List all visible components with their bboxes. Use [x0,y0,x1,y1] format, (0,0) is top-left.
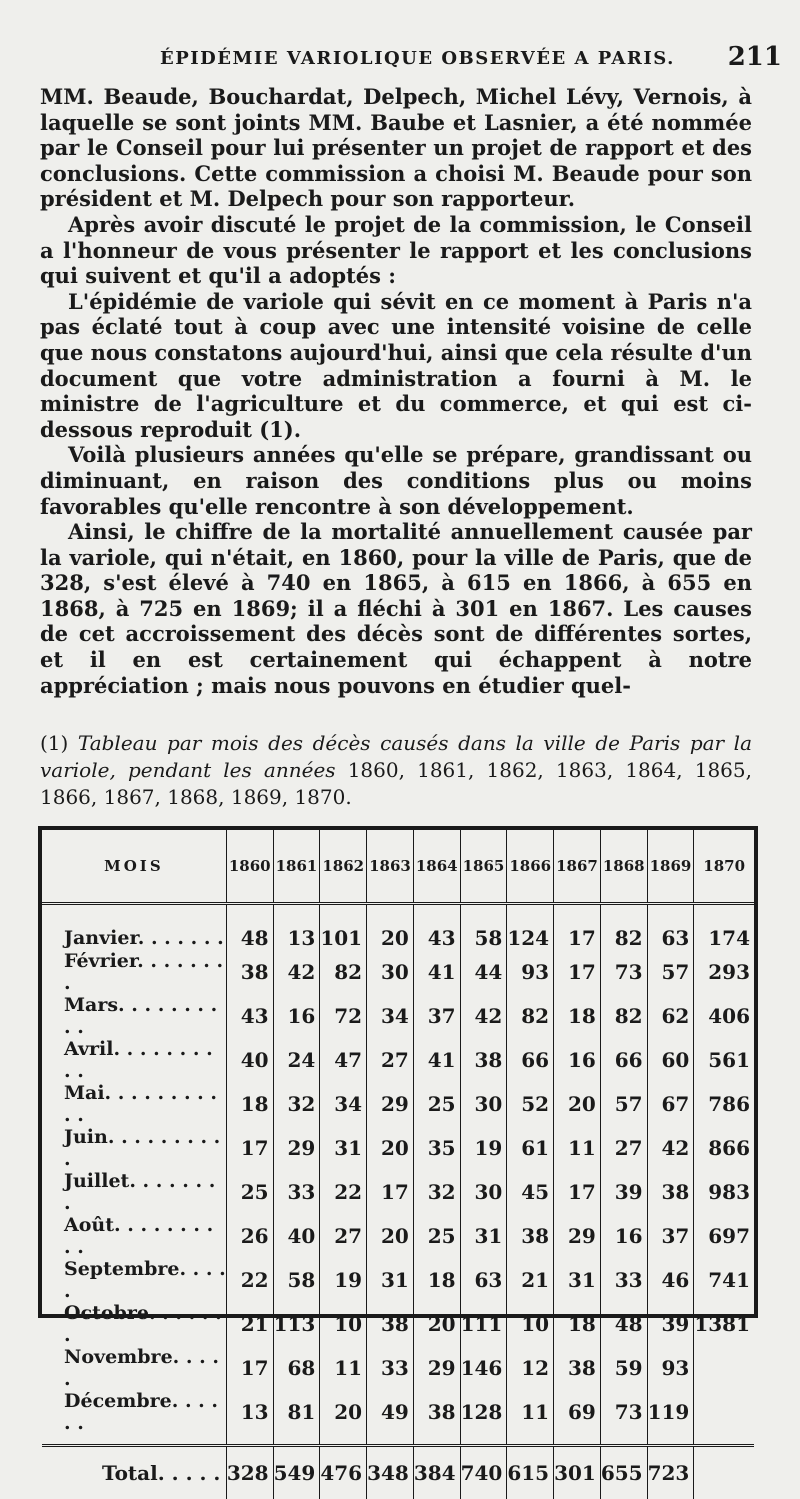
table-cell: 72 [320,994,367,1038]
paragraph-5: Ainsi, le chiffre de la mortalité annuellement causée par la variole, qui n'était, en 1860, pour la ville de Paris, que de 328, s'est élevé à 740 en 1865, à 615 en 1866, à 655 en 1868, à 725 en 1869; il a fléchi à 301 en 1867. Les causes de cet accroissement des décès sont de différentes sortes, et il en est certainement qui échappent à notre appréciation ; mais nous pouvons en étudier quel- [40,519,752,698]
table-cell: 406 [694,994,754,1038]
table-cell: 22 [226,1258,273,1302]
table-cell: 57 [647,950,694,994]
table-cell: 20 [554,1082,601,1126]
table-cell: 16 [273,994,320,1038]
table-cell: 22 [320,1170,367,1214]
header-year: 1868 [600,830,647,904]
table-cell: 13 [226,1390,273,1446]
table-cell: 33 [273,1170,320,1214]
table-cell: 52 [507,1082,554,1126]
table-cell: 93 [507,950,554,994]
total-cell: 723 [647,1446,694,1499]
total-cell: 476 [320,1446,367,1499]
total-cell: 615 [507,1446,554,1499]
table-cell: 27 [600,1126,647,1170]
table-row [42,1170,754,1214]
table-cell: 29 [273,1126,320,1170]
table-cell: 983 [694,1170,754,1214]
table-cell: 46 [647,1258,694,1302]
table-cell [694,1390,754,1446]
table-cell: 113 [273,1302,320,1346]
table-cell: 17 [226,1126,273,1170]
footnote-marker: (1) [40,731,68,755]
table-cell: 81 [273,1390,320,1446]
total-cell: 328 [226,1446,273,1499]
table-row [42,1346,754,1390]
table-cell: 17 [554,950,601,994]
month-label: Mai. . . . . . . . . . . [42,1082,226,1126]
table-cell: 39 [647,1302,694,1346]
table-cell: 30 [460,1170,507,1214]
table-cell: 10 [507,1302,554,1346]
table-row [42,1082,754,1126]
table-cell: 119 [647,1390,694,1446]
paragraph-3: L'épidémie de variole qui sévit en ce moment à Paris n'a pas éclaté tout à coup avec une intensité voisine de celle que nous constatons aujourd'hui, ainsi que cela résulte d'un document que votre administration a fourni à M. le ministre de l'agriculture et du commerce, et qui est ci-dessous reproduit (1). [40,289,752,443]
table-cell: 786 [694,1082,754,1126]
table-cell: 59 [600,1346,647,1390]
table-cell: 30 [367,950,414,994]
table-cell: 82 [600,904,647,951]
table-cell: 12 [507,1346,554,1390]
smallpox-deaths-table [38,826,758,1318]
table-cell: 29 [554,1214,601,1258]
table-body [42,904,754,1446]
header-year: 1860 [226,830,273,904]
table-cell: 17 [367,1170,414,1214]
header-year: 1861 [273,830,320,904]
table-cell: 42 [647,1126,694,1170]
month-label: Novembre. . . . . [42,1346,226,1390]
table-cell: 45 [507,1170,554,1214]
table-cell: 34 [320,1082,367,1126]
table-cell: 73 [600,950,647,994]
table-cell: 20 [367,1214,414,1258]
table-cell: 11 [507,1390,554,1446]
table-cell: 29 [413,1346,460,1390]
table-cell: 82 [600,994,647,1038]
table-cell: 42 [460,994,507,1038]
table-cell: 66 [600,1038,647,1082]
table-cell: 41 [413,1038,460,1082]
table-cell: 101 [320,904,367,951]
header-year: 1869 [647,830,694,904]
table-cell: 25 [413,1082,460,1126]
table-cell: 20 [413,1302,460,1346]
table-cell: 17 [226,1346,273,1390]
table-cell: 38 [413,1390,460,1446]
body-text [40,84,752,698]
table-cell: 20 [367,904,414,951]
running-head [40,42,790,72]
table-cell: 174 [694,904,754,951]
header-year: 1867 [554,830,601,904]
table-cell: 18 [413,1258,460,1302]
table-cell: 18 [554,1302,601,1346]
table-cell: 62 [647,994,694,1038]
table-cell: 24 [273,1038,320,1082]
month-label: Octobre. . . . . . . [42,1302,226,1346]
table-cell: 43 [413,904,460,951]
table-cell: 66 [507,1038,554,1082]
table-cell: 18 [226,1082,273,1126]
total-label: Total. . . . . [42,1446,226,1499]
table-cell: 82 [507,994,554,1038]
table-cell: 19 [320,1258,367,1302]
table-cell: 38 [460,1038,507,1082]
table-cell: 39 [600,1170,647,1214]
table-cell: 741 [694,1258,754,1302]
table-cell: 57 [600,1082,647,1126]
month-label: Juin. . . . . . . . . . [42,1126,226,1170]
table-cell: 27 [320,1214,367,1258]
table-cell: 41 [413,950,460,994]
footnote-text: Tableau par mois des décès causés dans la ville de Paris par la variole, pendant les années [40,731,752,782]
month-label: Août. . . . . . . . . . [42,1214,226,1258]
table-cell: 16 [600,1214,647,1258]
table-row [42,1302,754,1346]
table-cell: 38 [507,1214,554,1258]
table-cell: 38 [554,1346,601,1390]
total-row [42,1446,754,1499]
table-cell: 58 [460,904,507,951]
total-cell: 549 [273,1446,320,1499]
table-cell: 38 [647,1170,694,1214]
month-label: Septembre. . . . . [42,1258,226,1302]
header-year: 1865 [460,830,507,904]
table-cell: 18 [554,994,601,1038]
month-label: Février. . . . . . . . [42,950,226,994]
table-cell: 33 [600,1258,647,1302]
table-cell: 33 [367,1346,414,1390]
running-head-title: ÉPIDÉMIE VARIOLIQUE OBSERVÉE A PARIS. [160,48,675,69]
table-row [42,1258,754,1302]
table-row [42,1038,754,1082]
table-cell: 25 [226,1170,273,1214]
total-cell: 740 [460,1446,507,1499]
table-cell: 27 [367,1038,414,1082]
table-cell: 111 [460,1302,507,1346]
table-cell: 25 [413,1214,460,1258]
table-row [42,994,754,1038]
table-cell: 17 [554,1170,601,1214]
table-cell: 11 [554,1126,601,1170]
header-mois: MOIS [42,830,226,904]
month-label: Mars. . . . . . . . . . [42,994,226,1038]
table-cell: 19 [460,1126,507,1170]
table-cell: 34 [367,994,414,1038]
table-cell: 31 [554,1258,601,1302]
table-cell: 47 [320,1038,367,1082]
table-cell: 61 [507,1126,554,1170]
table-cell: 40 [226,1038,273,1082]
table-row [42,1126,754,1170]
table-cell: 20 [367,1126,414,1170]
table-cell: 49 [367,1390,414,1446]
table-cell: 13 [273,904,320,951]
table-cell: 10 [320,1302,367,1346]
table-cell: 67 [647,1082,694,1126]
total-cell: 384 [413,1446,460,1499]
table-cell: 1381 [694,1302,754,1346]
table-cell: 38 [226,950,273,994]
table-cell: 69 [554,1390,601,1446]
table-cell: 37 [413,994,460,1038]
footnote [40,730,752,811]
table-cell: 697 [694,1214,754,1258]
month-label: Décembre. . . . . . [42,1390,226,1446]
deaths-table [42,830,754,1499]
table-cell: 63 [647,904,694,951]
table-cell: 43 [226,994,273,1038]
table-cell: 21 [226,1302,273,1346]
table-cell: 48 [600,1302,647,1346]
header-year: 1862 [320,830,367,904]
page-number: 211 [728,42,782,72]
table-cell: 44 [460,950,507,994]
month-label: Avril. . . . . . . . . . [42,1038,226,1082]
table-cell: 35 [413,1126,460,1170]
footnote-years: 1860, 1861, 1862, 1863, 1864, 1865, 1866, 1867, 1868, 1869, 1870. [40,758,752,809]
table-row [42,1390,754,1446]
table-cell: 58 [273,1258,320,1302]
table-cell: 32 [273,1082,320,1126]
table-cell: 31 [320,1126,367,1170]
table-header-row [42,830,754,904]
table-cell: 11 [320,1346,367,1390]
paragraph-4: Voilà plusieurs années qu'elle se prépare, grandissant ou diminuant, en raison des conditions plus ou moins favorables qu'elle rencontre à son développement. [40,442,752,519]
table-cell: 82 [320,950,367,994]
table-cell: 68 [273,1346,320,1390]
table-cell: 42 [273,950,320,994]
header-year: 1864 [413,830,460,904]
header-year: 1870 [694,830,754,904]
table-row [42,950,754,994]
table-cell: 128 [460,1390,507,1446]
table-cell [694,1346,754,1390]
table-cell: 17 [554,904,601,951]
table-cell: 31 [460,1214,507,1258]
header-year: 1866 [507,830,554,904]
table-cell: 293 [694,950,754,994]
table-cell: 20 [320,1390,367,1446]
table-cell: 29 [367,1082,414,1126]
table-cell: 30 [460,1082,507,1126]
table-cell: 32 [413,1170,460,1214]
table-cell: 124 [507,904,554,951]
total-cell: 655 [600,1446,647,1499]
table-cell: 40 [273,1214,320,1258]
table-cell: 63 [460,1258,507,1302]
table-cell: 561 [694,1038,754,1082]
table-cell: 26 [226,1214,273,1258]
month-label: Janvier. . . . . . . [42,904,226,951]
total-cell: 301 [554,1446,601,1499]
table-cell: 60 [647,1038,694,1082]
table-cell: 146 [460,1346,507,1390]
header-year: 1863 [367,830,414,904]
table-cell: 93 [647,1346,694,1390]
table-row [42,904,754,951]
table-cell: 38 [367,1302,414,1346]
total-cell: 348 [367,1446,414,1499]
table-cell: 21 [507,1258,554,1302]
month-label: Juillet. . . . . . . . [42,1170,226,1214]
table-cell: 48 [226,904,273,951]
paragraph-1: MM. Beaude, Bouchardat, Delpech, Michel Lévy, Vernois, à laquelle se sont joints MM. Baube et Lasnier, a été nommée par le Conseil pour lui présenter un projet de rapport et des conclusions. Cette commission a choisi M. Beaude pour son président et M. Delpech pour son rapporteur. [40,84,752,212]
table-cell: 37 [647,1214,694,1258]
table-cell: 16 [554,1038,601,1082]
table-row [42,1214,754,1258]
table-cell: 866 [694,1126,754,1170]
paragraph-2: Après avoir discuté le projet de la commission, le Conseil a l'honneur de vous présenter le rapport et les conclusions qui suivent et qu'il a adoptés : [40,212,752,289]
table-cell: 73 [600,1390,647,1446]
total-cell [694,1446,754,1499]
table-cell: 31 [367,1258,414,1302]
